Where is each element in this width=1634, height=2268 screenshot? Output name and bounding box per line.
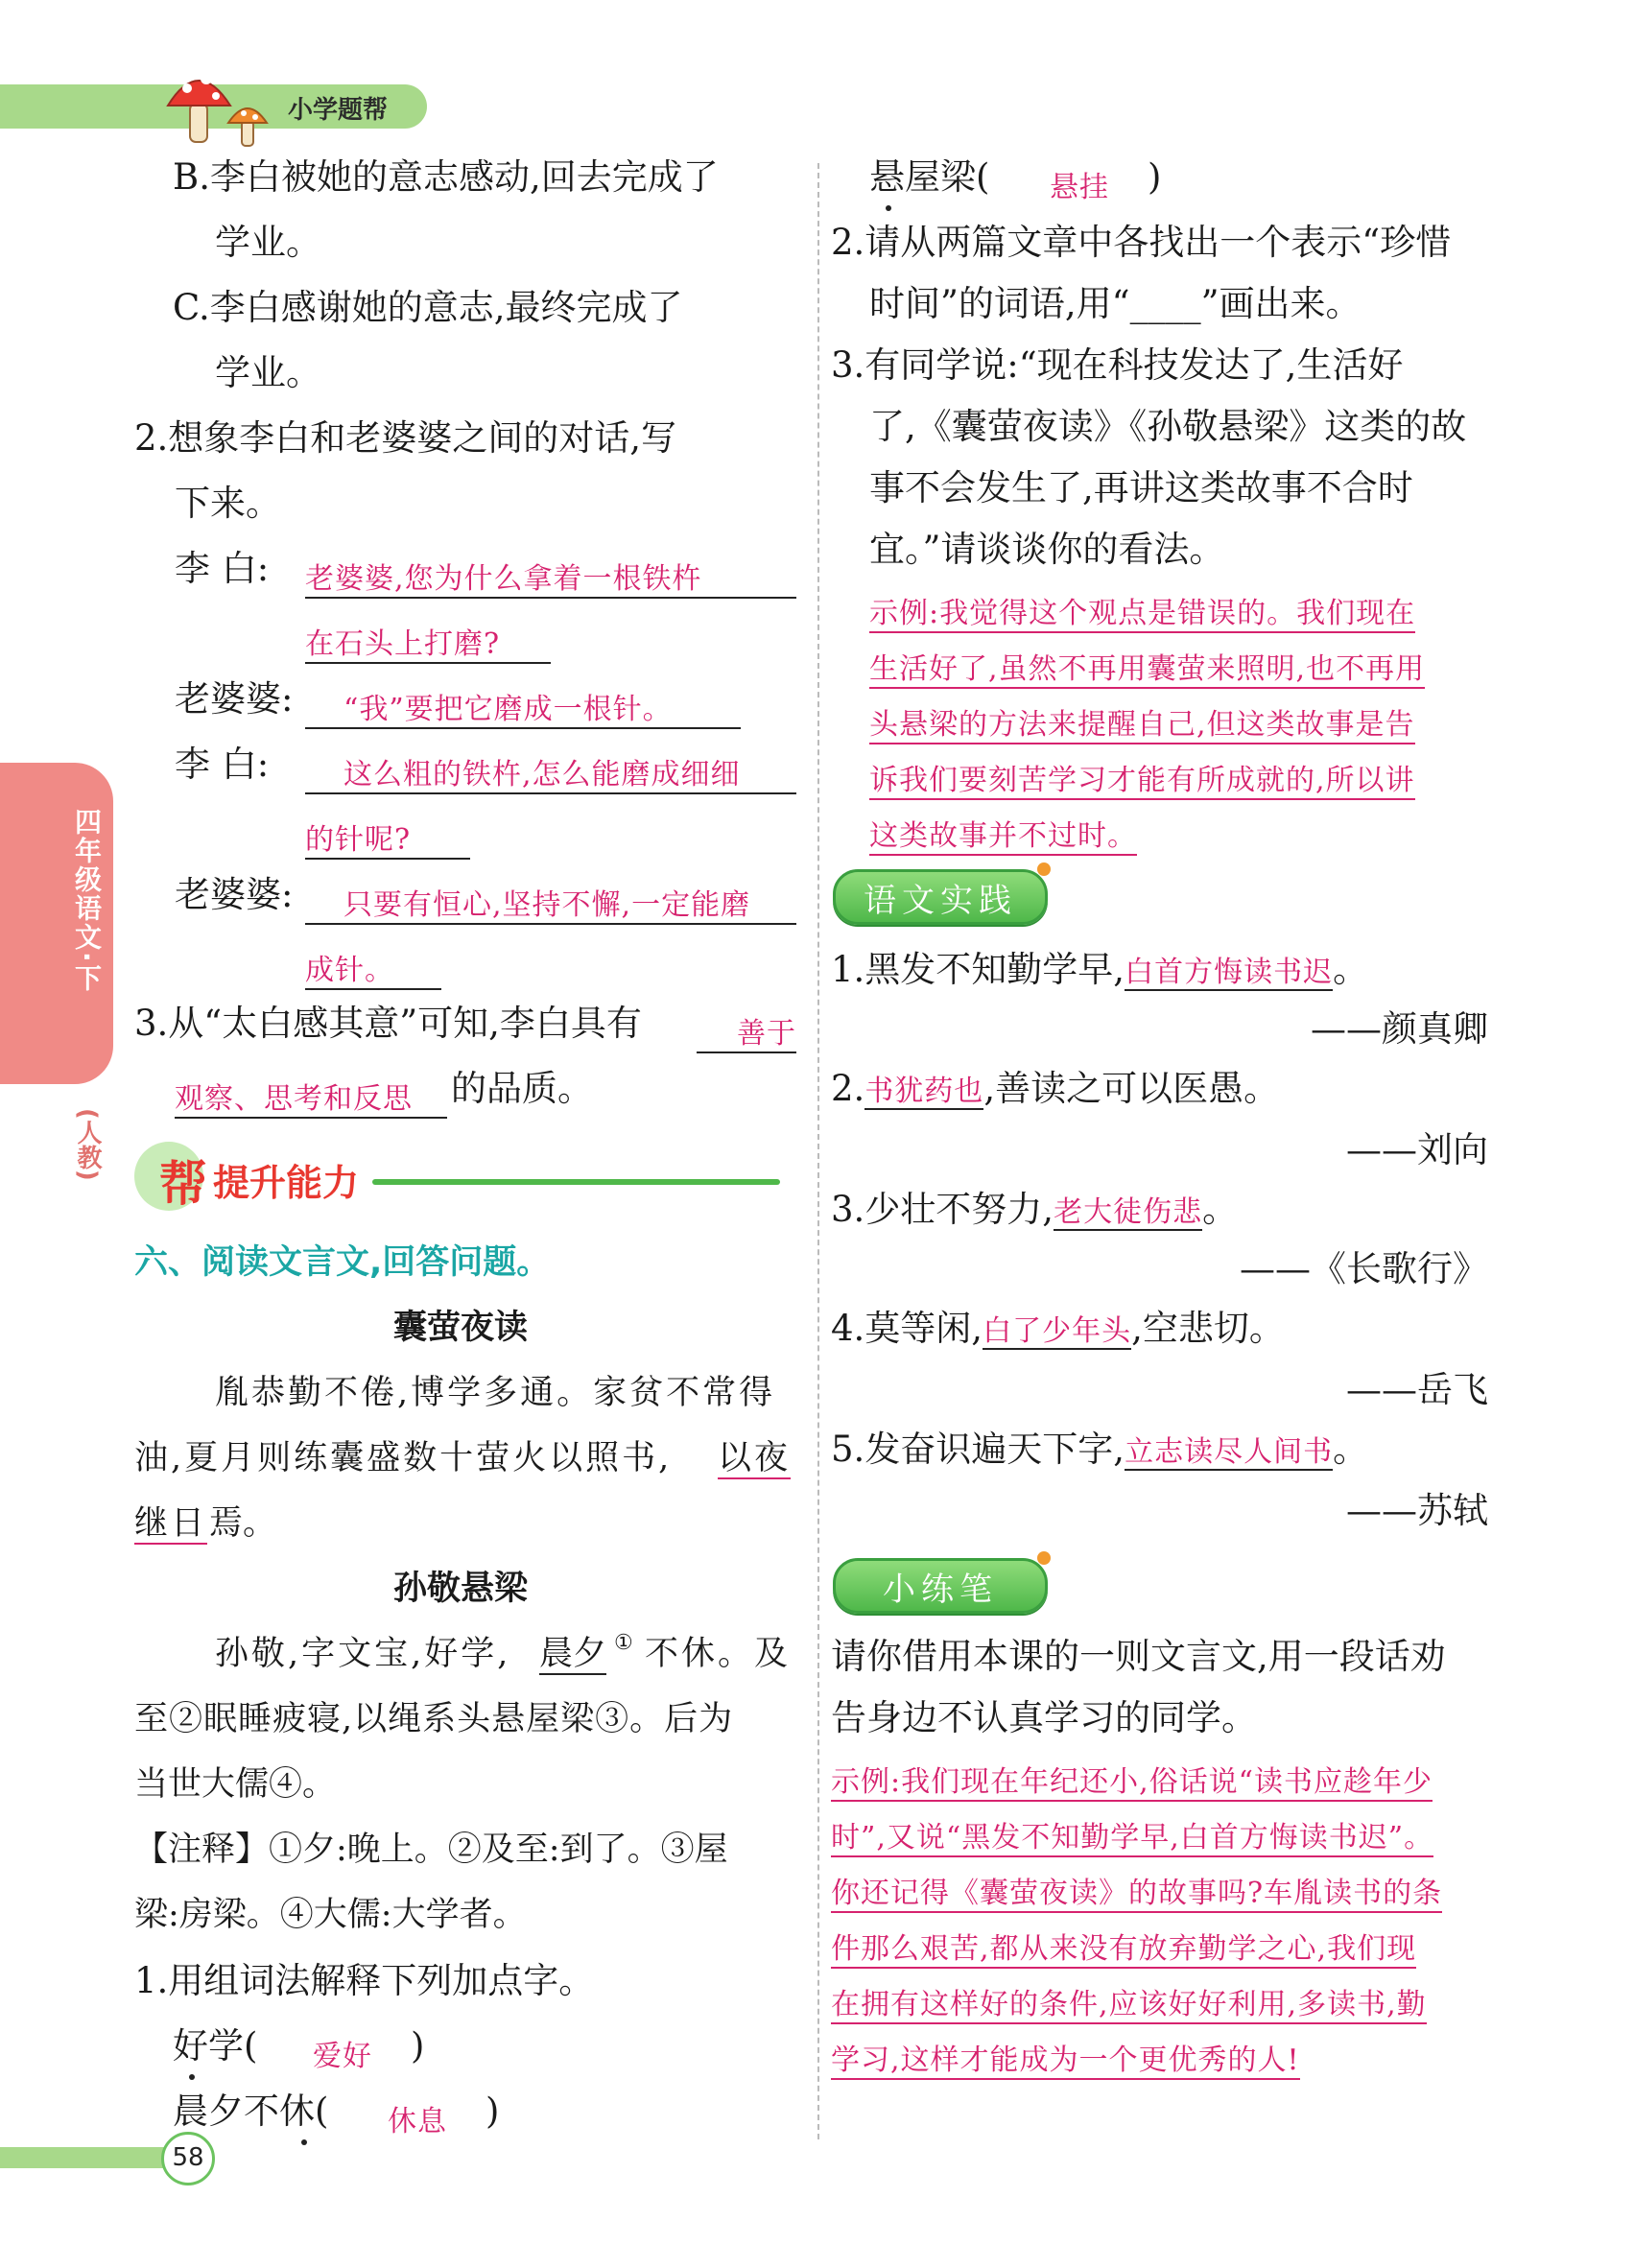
proverb-answer: 立志读尽人间书: [1125, 1435, 1334, 1469]
q2-line: 时间”的词语,用“____”画出来。: [869, 283, 1362, 324]
writing-prompt: 请你借用本课的一则文言文,用一段话劝: [831, 1636, 1446, 1677]
dialog-answer: 的针呢?: [305, 815, 470, 860]
writing-answer-line: 在拥有这样好的条件,应该好好利用,多读书,勤: [831, 1980, 1427, 2024]
grade-side-label: 四年级语文·下: [71, 808, 103, 993]
proverb-author: ——颜真卿: [1311, 1008, 1488, 1050]
proverb-number: 3.: [831, 1189, 865, 1230]
dialog-speaker: 李 白:: [175, 548, 270, 589]
proverb-answer: 书犹药也: [864, 1075, 984, 1108]
proverb-text: 少壮不努力,: [864, 1189, 1054, 1230]
text1-title: 囊萤夜读: [393, 1309, 529, 1347]
proverb-text: ,善读之可以医愚。: [983, 1068, 1280, 1109]
proverb-author: ——苏轼: [1346, 1490, 1488, 1531]
proverb-text: ,空悲切。: [1131, 1308, 1285, 1349]
proverb-line: [831, 1309, 1285, 1350]
writing-answer-line: 时”,又说“黑发不知勤学早,白首方悔读书迟”。: [831, 1813, 1433, 1857]
bang-char: 帮: [159, 1156, 207, 1212]
text2-underlined: 晨夕: [539, 1635, 606, 1675]
column-divider: [817, 163, 819, 2139]
dialog-answer: 在石头上打磨?: [305, 620, 551, 664]
proverb-text: 莫等闲,: [864, 1308, 983, 1349]
text2-line: 不休。及: [645, 1635, 792, 1673]
emphasis-dot: [301, 2139, 307, 2145]
word-answer: 休息: [388, 2105, 447, 2138]
q2-line: 2.请从两篇文章中各找出一个表示“珍惜: [831, 222, 1452, 263]
proverb-text: 发奋识遍天下字,: [864, 1429, 1125, 1470]
q3-line: 3.有同学说:“现在科技发达了,生活好: [831, 344, 1404, 386]
proverb-number: 5.: [831, 1429, 865, 1470]
q3-answer-2: 观察、思考和反思: [175, 1075, 447, 1119]
word-answer: 悬挂: [1050, 171, 1109, 204]
writing-answer-line: 示例:我们现在年纪还小,俗话说“读书应趁年少: [831, 1758, 1433, 1802]
section-six-heading: 六、阅读文言文,回答问题。: [134, 1243, 551, 1282]
text2-line: 当世大儒④。: [134, 1765, 337, 1804]
spark-icon: [1037, 1551, 1051, 1565]
text1-underlined: 继日: [134, 1504, 207, 1545]
text1-line: 胤恭勤不倦,博学多通。家贫不常得: [215, 1374, 776, 1412]
proverb-line: [831, 950, 1368, 991]
q3-answer-line: 生活好了,虽然不再用囊萤来照明,也不再用: [869, 645, 1425, 689]
notes-line: 【注释】①夕:晚上。②及至:到了。③屋: [134, 1831, 728, 1869]
text1-underlined: 以夜: [718, 1439, 791, 1479]
proverb-line: [831, 1190, 1238, 1231]
proverb-number: 1.: [831, 949, 865, 990]
writing-prompt: 告身边不认真学习的同学。: [831, 1697, 1257, 1738]
proverb-number: 2.: [831, 1068, 865, 1109]
q3-line: 宜。”请谈谈你的看法。: [869, 529, 1225, 570]
q3-answer-line: 示例:我觉得这个观点是错误的。我们现在: [869, 589, 1415, 633]
dialog-speaker: 老婆婆:: [175, 678, 294, 720]
q3-answer-1: 善于: [697, 1009, 796, 1053]
proverb-line: [831, 1069, 1279, 1110]
word-close: ): [411, 2025, 425, 2067]
text1-line: 焉。: [209, 1504, 277, 1543]
proverb-answer: 老大徒伤悲: [1054, 1195, 1203, 1229]
proverb-author: ——刘向: [1346, 1129, 1488, 1170]
q1-prompt: 1.用组词法解释下列加点字。: [134, 1960, 595, 2001]
proverb-author: ——《长歌行》: [1240, 1248, 1488, 1289]
practice-label-text: 语文实践: [864, 881, 1017, 920]
word-label: 好学(: [173, 2025, 258, 2067]
option-b-line2: 学业。: [215, 222, 321, 263]
mushroom-logo-icon: [163, 56, 278, 152]
proverb-text: 。: [1202, 1189, 1239, 1230]
edition-label: (人教): [73, 1108, 102, 1181]
q2-prompt-line1: 2.想象李白和老婆婆之间的对话,写: [134, 417, 677, 459]
writing-section-label: [833, 1558, 1048, 1614]
section-rule: [372, 1179, 780, 1185]
writing-answer-line: 学习,这样才能成为一个更优秀的人!: [831, 2036, 1300, 2080]
option-c-line1: C.李白感谢她的意志,最终完成了: [173, 287, 683, 328]
proverb-answer: 白了少年头: [983, 1314, 1132, 1348]
proverb-text: 。: [1333, 1429, 1369, 1470]
text2-line: 至②眠睡疲寝,以绳系头悬屋梁③。后为: [134, 1700, 734, 1738]
proverb-text: 。: [1333, 949, 1369, 990]
dialog-speaker: 李 白:: [175, 744, 270, 785]
q3-answer-line: 诉我们要刻苦学习才能有所成就的,所以讲: [869, 756, 1415, 800]
word-label: 悬屋梁(: [869, 156, 990, 198]
dialog-speaker: 老婆婆:: [175, 874, 294, 915]
dialog-answer: “我”要把它磨成一根针。: [305, 685, 741, 729]
text2-line: 孙敬,字文宝,好学,: [215, 1635, 511, 1673]
page-number: 58: [172, 2143, 204, 2172]
writing-answer-line: 你还记得《囊萤夜读》的故事吗?车胤读书的条: [831, 1869, 1442, 1913]
dialog-answer: 这么粗的铁杵,怎么能磨成细细: [305, 750, 796, 794]
section-title: 提升能力: [213, 1162, 360, 1204]
proverb-answer: 白首方悔读书迟: [1125, 956, 1334, 989]
q3-answer-line: 这类故事并不过时。: [869, 812, 1137, 856]
proverb-text: 黑发不知勤学早,: [864, 949, 1125, 990]
word-close: ): [485, 2091, 500, 2132]
word-answer: 爱好: [313, 2040, 372, 2073]
footer-bar: [0, 2147, 182, 2168]
proverb-line: [831, 1429, 1368, 1471]
writing-label-text: 小练笔: [883, 1570, 998, 1609]
q3-line: 了,《囊萤夜读》《孙敬悬梁》这类的故: [869, 406, 1467, 447]
footnote-mark: ①: [614, 1631, 633, 1655]
emphasis-dot: [886, 205, 891, 211]
word-close: ): [1148, 156, 1162, 198]
dialog-answer: 老婆婆,您为什么拿着一根铁杵: [305, 555, 796, 599]
q3-line: 事不会发生了,再讲这类故事不合时: [869, 467, 1413, 508]
brand-title: 小学题帮: [288, 96, 389, 125]
word-label: 晨夕不休(: [173, 2091, 329, 2132]
q3-answer-line: 头悬梁的方法来提醒自己,但这类故事是告: [869, 700, 1415, 744]
emphasis-dot: [189, 2074, 195, 2080]
text1-line: 油,夏月则练囊盛数十萤火以照书,: [134, 1439, 673, 1477]
proverb-author: ——岳飞: [1346, 1369, 1488, 1410]
proverb-number: 4.: [831, 1308, 865, 1349]
dialog-answer: 成针。: [305, 946, 441, 990]
writing-answer-line: 件那么艰苦,都从来没有放弃勤学之心,我们现: [831, 1925, 1416, 1969]
option-b-line1: B.李白被她的意志感动,回去完成了: [173, 156, 719, 198]
practice-section-label: [833, 869, 1048, 925]
q2-prompt-line2: 下来。: [175, 483, 281, 524]
text2-title: 孙敬悬梁: [393, 1570, 529, 1608]
notes-line: 梁:房梁。④大儒:大学者。: [134, 1896, 527, 1934]
spark-icon: [1037, 862, 1051, 876]
dialog-answer: 只要有恒心,坚持不懈,一定能磨: [305, 881, 796, 925]
option-c-line2: 学业。: [215, 352, 321, 393]
q3-prompt: 3.从“太白感其意”可知,李白具有: [134, 1003, 642, 1044]
q3-suffix: 的品质。: [451, 1068, 593, 1109]
